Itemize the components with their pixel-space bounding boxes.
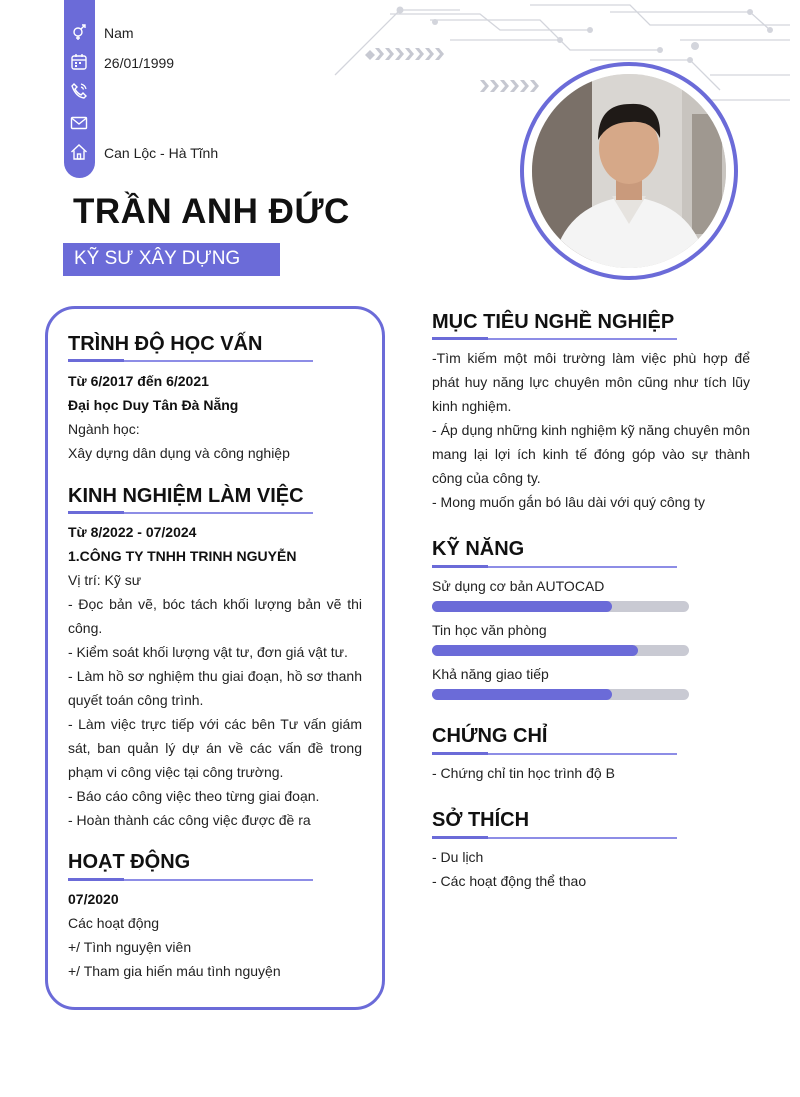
job-title: KỸ SƯ XÂY DỰNG xyxy=(63,243,280,276)
experience-line: công. xyxy=(68,620,103,636)
education-major-label: Ngành học: xyxy=(68,421,140,437)
experience-period: Từ 8/2022 - 07/2024 xyxy=(68,524,197,540)
objective-line: phát huy năng lực chuyên môn cũng như tích lũy xyxy=(432,374,750,390)
experience-line: - Đọc bản vẽ, bóc tách khối lượng bản vẽ thi xyxy=(68,596,362,612)
education-heading: TRÌNH ĐỘ HỌC VẤN xyxy=(68,333,263,355)
gender-text: Nam xyxy=(104,25,134,41)
experience-line: - Làm hồ sơ nghiệm thu giai đoạn, hồ sơ thanh xyxy=(68,668,362,684)
education-school: Đại học Duy Tân Đà Nẵng xyxy=(68,397,239,413)
address-text: Can Lộc - Hà Tĩnh xyxy=(104,145,219,161)
skill-bar xyxy=(432,645,689,656)
experience-line: - Kiểm soát khối lượng vật tư, đơn giá vật tư. xyxy=(68,644,348,660)
skills-rule-accent xyxy=(432,565,488,568)
hobbies-heading: SỞ THÍCH xyxy=(432,809,530,831)
objective-line: kinh nghiệm. xyxy=(432,398,512,414)
skills-heading: KỸ NĂNG xyxy=(432,538,525,560)
experience-rule-accent xyxy=(68,511,124,514)
hobbies-rule-accent xyxy=(432,836,488,839)
phone-icon xyxy=(70,82,88,100)
calendar-icon xyxy=(70,53,88,71)
skill-label: Tin học văn phòng xyxy=(432,622,547,638)
objective-rule-accent xyxy=(432,337,488,340)
profile-photo xyxy=(532,74,726,268)
certificates-rule-accent xyxy=(432,752,488,755)
objective-line: - Mong muốn gắn bó lâu dài với quý công ty xyxy=(432,494,706,510)
experience-line: Vị trí: Kỹ sư xyxy=(68,572,142,588)
objective-line: -Tìm kiếm một môi trường làm việc phù hợp để xyxy=(432,350,750,366)
objective-line: - Áp dụng những kinh nghiệm kỹ năng chuyên môn xyxy=(432,422,750,438)
experience-line: - Hoàn thành các công việc được đề ra xyxy=(68,812,311,828)
hobby-item: - Du lịch xyxy=(432,849,484,865)
skill-bar-fill xyxy=(432,601,612,612)
skill-bar-fill xyxy=(432,689,612,700)
skill-label: Khả năng giao tiếp xyxy=(432,666,549,682)
skill-bar-fill xyxy=(432,645,638,656)
experience-line: - Làm việc trực tiếp với các bên Tư vấn giám xyxy=(68,716,362,732)
home-icon xyxy=(70,143,88,161)
skill-label: Sử dụng cơ bản AUTOCAD xyxy=(432,578,605,594)
activities-line: +/ Tham gia hiến máu tình nguyện xyxy=(68,963,281,979)
experience-line: phạm vi công việc tại công trường. xyxy=(68,764,284,780)
objective-heading: MỤC TIÊU NGHỀ NGHIỆP xyxy=(432,311,675,333)
objective-line: mang lại lợi ích kinh tế đóng góp vào sự thành xyxy=(432,446,750,462)
activities-line: +/ Tình nguyện viên xyxy=(68,939,192,955)
education-major: Xây dựng dân dụng và công nghiệp xyxy=(68,445,290,461)
skill-bar xyxy=(432,601,689,612)
birthdate-text: 26/01/1999 xyxy=(104,55,175,71)
education-rule-accent xyxy=(68,359,124,362)
activities-date: 07/2020 xyxy=(68,891,119,907)
experience-line: - Báo cáo công việc theo từng giai đoạn. xyxy=(68,788,320,804)
gender-icon xyxy=(70,23,88,41)
candidate-name: TRẦN ANH ĐỨC xyxy=(73,192,350,231)
hobby-item: - Các hoạt động thể thao xyxy=(432,873,587,889)
certificates-heading: CHỨNG CHỈ xyxy=(432,725,548,747)
activities-line: Các hoạt động xyxy=(68,915,160,931)
experience-company: 1.CÔNG TY TNHH TRINH NGUYỄN xyxy=(68,548,297,564)
certificate-item: - Chứng chỉ tin học trình độ B xyxy=(432,765,615,781)
experience-line: sát, ban quản lý dự án về các vấn đề trong xyxy=(68,740,362,756)
objective-line: công của công ty. xyxy=(432,470,541,486)
activities-heading: HOẠT ĐỘNG xyxy=(68,851,191,873)
experience-heading: KINH NGHIỆM LÀM VIỆC xyxy=(68,485,304,507)
education-period: Từ 6/2017 đến 6/2021 xyxy=(68,373,209,389)
experience-line: quyết toán công trình. xyxy=(68,692,204,708)
activities-rule-accent xyxy=(68,878,124,881)
mail-icon xyxy=(70,114,88,132)
skill-bar xyxy=(432,689,689,700)
